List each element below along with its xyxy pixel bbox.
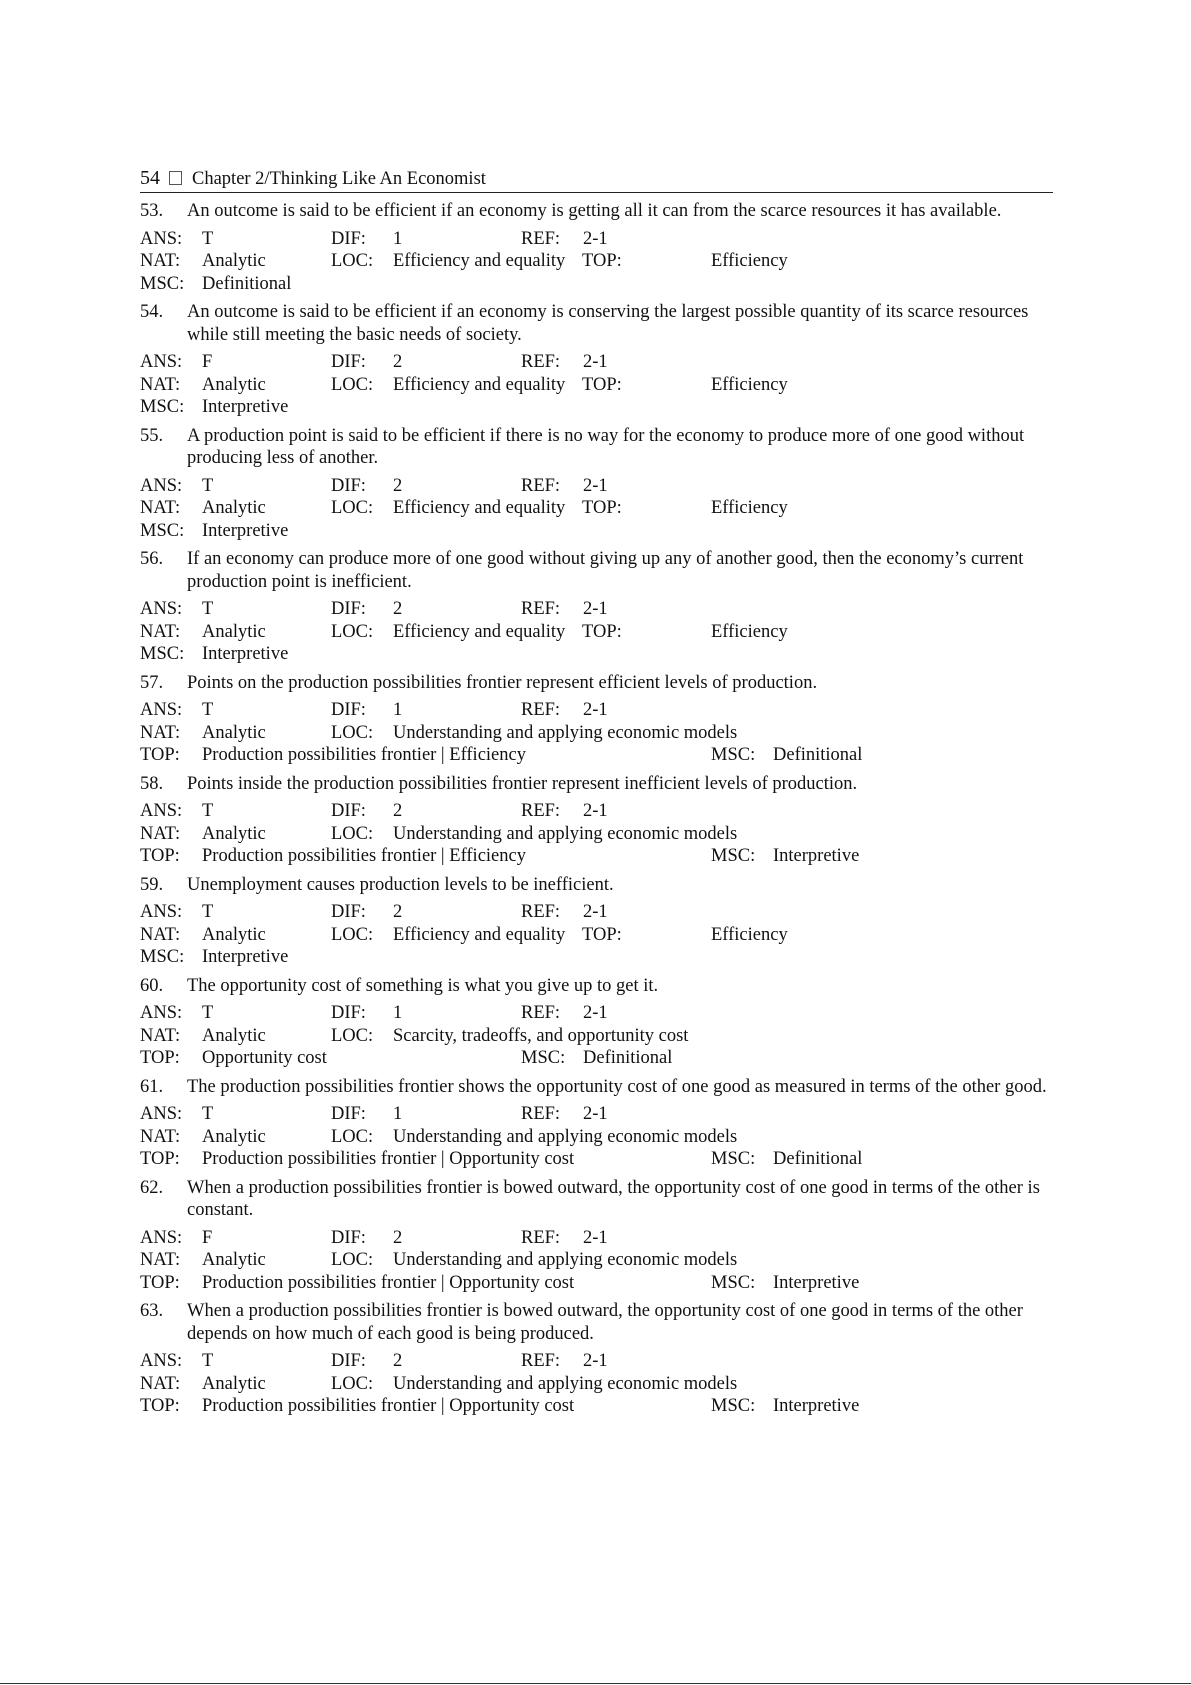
ans-label: ANS: <box>140 700 183 720</box>
meta-row-answer <box>140 598 1070 621</box>
ref-value: 2-1 <box>583 1227 608 1248</box>
question-number: 59. <box>140 874 164 895</box>
question-item <box>140 672 1070 767</box>
answer-metadata <box>140 1002 1070 1070</box>
question-item <box>140 773 1070 868</box>
loc-label: LOC: <box>331 1025 374 1046</box>
meta-row-classification <box>140 823 1070 846</box>
ans-value: T <box>202 1003 214 1023</box>
meta-row-answer <box>140 1103 1070 1126</box>
nat-label: NAT: <box>140 1250 181 1270</box>
top-value: Efficiency <box>711 498 788 518</box>
question-text: The production possibilities frontier shows the opportunity cost of one good as measured in terms of the other good. <box>187 1076 1047 1097</box>
ref-label: REF: <box>521 700 561 720</box>
loc-value: Scarcity, tradeoffs, and opportunity cost <box>393 1025 689 1046</box>
ans-label: ANS: <box>140 801 183 821</box>
nat-value: Analytic <box>202 924 266 945</box>
loc-value: Understanding and applying economic models <box>393 1126 738 1147</box>
question-text: When a production possibilities frontier is bowed outward, the opportunity cost of one good in terms of the other depends on how much of each good is being produced. <box>187 1301 1023 1344</box>
nat-label: NAT: <box>140 621 181 642</box>
ref-value: 2-1 <box>583 801 608 821</box>
dif-label: DIF: <box>331 1003 366 1023</box>
loc-value: Efficiency and equality <box>393 251 566 271</box>
ref-value: 2-1 <box>583 1003 608 1023</box>
loc-value: Efficiency and equality <box>393 498 566 518</box>
ans-value: T <box>202 1351 214 1371</box>
loc-label: LOC: <box>331 621 374 642</box>
answer-metadata <box>140 228 1070 296</box>
ref-label: REF: <box>521 801 561 821</box>
meta-row-answer <box>140 800 1070 823</box>
page-number: 54 <box>140 167 160 189</box>
question-stem <box>140 672 1070 695</box>
msc-label: MSC: <box>711 846 756 866</box>
dif-value: 2 <box>393 599 403 619</box>
top-label: TOP: <box>140 1048 180 1068</box>
meta-row-answer <box>140 901 1070 924</box>
top-value: Opportunity cost <box>202 1048 327 1068</box>
dif-label: DIF: <box>331 700 366 720</box>
dif-value: 2 <box>393 902 403 922</box>
ref-value: 2-1 <box>583 475 608 496</box>
question-item <box>140 301 1070 419</box>
question-stem <box>140 1177 1070 1222</box>
answer-metadata <box>140 800 1070 868</box>
meta-row-topic <box>140 396 1070 419</box>
ans-label: ANS: <box>140 1003 183 1023</box>
question-stem <box>140 548 1070 593</box>
ans-value: F <box>202 1227 213 1248</box>
top-value: Efficiency <box>711 924 788 945</box>
loc-label: LOC: <box>331 251 374 271</box>
dif-label: DIF: <box>331 599 366 619</box>
meta-row-topic <box>140 1047 1070 1070</box>
question-number: 55. <box>140 425 164 446</box>
top-value: Production possibilities frontier | Opportunity cost <box>202 1149 575 1169</box>
msc-value: Interpretive <box>773 846 860 866</box>
question-stem <box>140 1076 1070 1099</box>
nat-label: NAT: <box>140 1025 181 1046</box>
nat-label: NAT: <box>140 722 181 743</box>
msc-label: MSC: <box>711 1396 756 1416</box>
loc-label: LOC: <box>331 498 374 518</box>
question-item <box>140 425 1070 543</box>
question-number: 58. <box>140 773 164 794</box>
ref-value: 2-1 <box>583 352 608 372</box>
loc-value: Understanding and applying economic models <box>393 823 738 844</box>
ans-value: T <box>202 228 214 249</box>
ans-value: T <box>202 1104 214 1124</box>
ans-label: ANS: <box>140 1104 183 1124</box>
nat-label: NAT: <box>140 251 181 271</box>
ref-value: 2-1 <box>583 902 608 922</box>
ans-label: ANS: <box>140 1227 183 1248</box>
msc-value: Definitional <box>773 745 863 765</box>
msc-value: Definitional <box>583 1048 673 1068</box>
dif-label: DIF: <box>331 1104 366 1124</box>
ref-value: 2-1 <box>583 700 608 720</box>
loc-label: LOC: <box>331 823 374 844</box>
ans-label: ANS: <box>140 228 183 249</box>
nat-label: NAT: <box>140 1373 181 1394</box>
loc-value: Efficiency and equality <box>393 621 566 642</box>
ref-label: REF: <box>521 599 561 619</box>
meta-row-topic <box>140 1148 1070 1171</box>
msc-value: Interpretive <box>773 1272 860 1293</box>
ans-value: T <box>202 700 214 720</box>
page-header <box>140 166 1053 193</box>
loc-value: Understanding and applying economic models <box>393 1373 738 1394</box>
meta-row-classification <box>140 1249 1070 1272</box>
nat-value: Analytic <box>202 1126 266 1147</box>
loc-label: LOC: <box>331 374 374 395</box>
msc-value: Definitional <box>773 1149 863 1169</box>
ans-label: ANS: <box>140 352 183 372</box>
dif-value: 1 <box>393 1003 403 1023</box>
top-label: TOP: <box>582 621 622 642</box>
top-value: Production possibilities frontier | Opportunity cost <box>202 1396 575 1416</box>
ref-label: REF: <box>521 1351 561 1371</box>
meta-row-topic <box>140 946 1070 969</box>
question-item <box>140 1076 1070 1171</box>
question-text: A production point is said to be efficient if there is no way for the economy to produce more of one good without producing less of another. <box>187 425 1025 468</box>
question-text: If an economy can produce more of one good without giving up any of another good, then the economy’s current production point is inefficient. <box>187 549 1024 592</box>
msc-label: MSC: <box>711 1149 756 1169</box>
meta-row-topic <box>140 643 1070 666</box>
question-text: When a production possibilities frontier is bowed outward, the opportunity cost of one good in terms of the other is constant. <box>187 1177 1040 1220</box>
meta-row-topic <box>140 845 1070 868</box>
loc-value: Efficiency and equality <box>393 924 566 945</box>
msc-label: MSC: <box>140 644 185 664</box>
dif-value: 1 <box>393 700 403 720</box>
ans-value: T <box>202 599 214 619</box>
loc-label: LOC: <box>331 924 374 945</box>
dif-label: DIF: <box>331 902 366 922</box>
nat-label: NAT: <box>140 924 181 945</box>
nat-value: Analytic <box>202 498 266 518</box>
meta-row-classification <box>140 722 1070 745</box>
ans-label: ANS: <box>140 902 183 922</box>
ans-label: ANS: <box>140 1351 183 1371</box>
answer-metadata <box>140 1103 1070 1171</box>
msc-value: Interpretive <box>773 1396 860 1416</box>
loc-value: Understanding and applying economic models <box>393 722 738 743</box>
meta-row-topic <box>140 744 1070 767</box>
answer-metadata <box>140 475 1070 543</box>
nat-value: Analytic <box>202 823 266 844</box>
nat-label: NAT: <box>140 823 181 844</box>
nat-value: Analytic <box>202 1250 266 1270</box>
question-number: 62. <box>140 1177 164 1198</box>
meta-row-classification <box>140 1025 1070 1048</box>
nat-label: NAT: <box>140 374 181 395</box>
answer-metadata <box>140 1350 1070 1418</box>
ans-value: T <box>202 902 214 922</box>
answer-metadata <box>140 901 1070 969</box>
meta-row-answer <box>140 699 1070 722</box>
top-label: TOP: <box>582 924 622 945</box>
nat-label: NAT: <box>140 498 181 518</box>
question-item <box>140 200 1070 295</box>
msc-label: MSC: <box>140 520 185 541</box>
meta-row-answer <box>140 475 1070 498</box>
dif-value: 2 <box>393 352 403 372</box>
loc-value: Efficiency and equality <box>393 374 566 395</box>
dif-value: 2 <box>393 1227 403 1248</box>
dif-value: 2 <box>393 1351 403 1371</box>
top-value: Production possibilities frontier | Opportunity cost <box>202 1272 575 1293</box>
question-text: Unemployment causes production levels to be inefficient. <box>187 874 614 895</box>
top-label: TOP: <box>140 1272 180 1293</box>
dif-value: 2 <box>393 801 403 821</box>
loc-label: LOC: <box>331 1250 374 1270</box>
question-item <box>140 1300 1070 1418</box>
ref-label: REF: <box>521 902 561 922</box>
dif-label: DIF: <box>331 1227 366 1248</box>
meta-row-classification <box>140 497 1070 520</box>
question-stem <box>140 874 1070 897</box>
meta-row-topic <box>140 273 1070 296</box>
top-label: TOP: <box>140 745 180 765</box>
top-value: Efficiency <box>711 251 788 271</box>
question-stem <box>140 301 1070 346</box>
question-number: 61. <box>140 1076 164 1097</box>
loc-label: LOC: <box>331 1373 374 1394</box>
question-stem <box>140 200 1070 223</box>
question-list <box>140 200 1070 1424</box>
msc-label: MSC: <box>521 1048 566 1068</box>
question-item <box>140 548 1070 666</box>
msc-value: Interpretive <box>202 397 289 417</box>
top-label: TOP: <box>140 1149 180 1169</box>
dif-value: 1 <box>393 1104 403 1124</box>
ref-label: REF: <box>521 352 561 372</box>
question-number: 63. <box>140 1301 164 1321</box>
top-label: TOP: <box>140 1396 180 1416</box>
top-label: TOP: <box>582 251 622 271</box>
ref-value: 2-1 <box>583 1351 608 1371</box>
msc-value: Definitional <box>202 273 292 294</box>
msc-label: MSC: <box>711 1272 756 1293</box>
meta-row-answer <box>140 1227 1070 1250</box>
meta-row-answer <box>140 1350 1070 1373</box>
question-text: The opportunity cost of something is what you give up to get it. <box>187 975 659 996</box>
ref-label: REF: <box>521 1227 561 1248</box>
loc-label: LOC: <box>331 722 374 743</box>
question-text: An outcome is said to be efficient if an economy is conserving the largest possible quantity of its scarce resources while still meeting the basic needs of society. <box>187 302 1029 345</box>
top-label: TOP: <box>582 374 622 395</box>
dif-label: DIF: <box>331 475 366 496</box>
meta-row-answer <box>140 1002 1070 1025</box>
question-number: 57. <box>140 672 164 693</box>
msc-label: MSC: <box>140 947 185 967</box>
footer-divider <box>0 1683 1191 1684</box>
ans-value: T <box>202 801 214 821</box>
nat-value: Analytic <box>202 722 266 743</box>
top-value: Production possibilities frontier | Efficiency <box>202 846 526 866</box>
msc-label: MSC: <box>140 397 185 417</box>
msc-value: Interpretive <box>202 947 289 967</box>
meta-row-classification <box>140 1126 1070 1149</box>
nat-value: Analytic <box>202 1025 266 1046</box>
nat-value: Analytic <box>202 621 266 642</box>
answer-metadata <box>140 699 1070 767</box>
answer-metadata <box>140 351 1070 419</box>
ref-value: 2-1 <box>583 1104 608 1124</box>
ans-value: F <box>202 352 213 372</box>
ref-label: REF: <box>521 475 561 496</box>
dif-value: 2 <box>393 475 403 496</box>
nat-label: NAT: <box>140 1126 181 1147</box>
nat-value: Analytic <box>202 251 266 271</box>
top-value: Production possibilities frontier | Efficiency <box>202 745 526 765</box>
question-number: 53. <box>140 201 164 221</box>
msc-value: Interpretive <box>202 520 289 541</box>
loc-label: LOC: <box>331 1126 374 1147</box>
question-text: An outcome is said to be efficient if an economy is getting all it can from the scarce resources it has available. <box>187 201 1002 221</box>
meta-row-answer <box>140 228 1070 251</box>
meta-row-classification <box>140 924 1070 947</box>
top-value: Efficiency <box>711 621 788 642</box>
meta-row-topic <box>140 520 1070 543</box>
meta-row-classification <box>140 621 1070 644</box>
meta-row-topic <box>140 1395 1070 1418</box>
top-label: TOP: <box>582 498 622 518</box>
ref-label: REF: <box>521 1104 561 1124</box>
ans-value: T <box>202 475 214 496</box>
msc-label: MSC: <box>140 273 185 294</box>
msc-label: MSC: <box>711 745 756 765</box>
msc-value: Interpretive <box>202 644 289 664</box>
question-number: 60. <box>140 975 164 996</box>
question-stem <box>140 975 1070 998</box>
dif-label: DIF: <box>331 228 366 249</box>
ref-label: REF: <box>521 1003 561 1023</box>
ans-label: ANS: <box>140 475 183 496</box>
question-item <box>140 1177 1070 1295</box>
separator-box-icon <box>169 171 182 185</box>
question-item <box>140 874 1070 969</box>
question-stem <box>140 773 1070 796</box>
question-text: Points inside the production possibilities frontier represent inefficient levels of production. <box>187 773 858 794</box>
meta-row-answer <box>140 351 1070 374</box>
nat-value: Analytic <box>202 374 266 395</box>
loc-value: Understanding and applying economic models <box>393 1250 738 1270</box>
ref-value: 2-1 <box>583 228 608 249</box>
question-number: 54. <box>140 302 164 322</box>
meta-row-topic <box>140 1272 1070 1295</box>
answer-metadata <box>140 598 1070 666</box>
meta-row-classification <box>140 250 1070 273</box>
question-number: 56. <box>140 549 164 569</box>
question-item <box>140 975 1070 1070</box>
ref-label: REF: <box>521 228 561 249</box>
chapter-title: Chapter 2/Thinking Like An Economist <box>192 169 486 189</box>
nat-value: Analytic <box>202 1373 266 1394</box>
top-value: Efficiency <box>711 374 788 395</box>
meta-row-classification <box>140 1373 1070 1396</box>
question-text: Points on the production possibilities frontier represent efficient levels of production. <box>187 672 818 693</box>
question-stem <box>140 1300 1070 1345</box>
dif-label: DIF: <box>331 801 366 821</box>
dif-value: 1 <box>393 228 403 249</box>
meta-row-classification <box>140 374 1070 397</box>
ans-label: ANS: <box>140 599 183 619</box>
dif-label: DIF: <box>331 1351 366 1371</box>
question-stem <box>140 425 1070 470</box>
top-label: TOP: <box>140 846 180 866</box>
answer-metadata <box>140 1227 1070 1295</box>
ref-value: 2-1 <box>583 599 608 619</box>
dif-label: DIF: <box>331 352 366 372</box>
